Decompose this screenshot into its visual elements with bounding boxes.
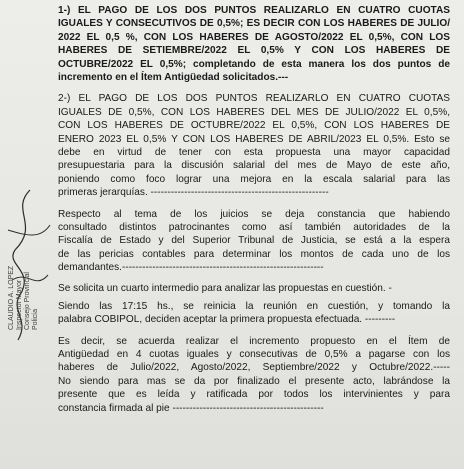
text-line: primeras jerarquías. ----------------------------------------------------- [58, 187, 329, 199]
text-line: HABERES DE SETIEMBRE/2022 EL 0,5% Y CON LOS HABERES DE [58, 45, 450, 57]
document-body [58, 4, 450, 423]
text-line: 2-) EL PAGO DE LOS DOS PUNTOS REALIZARLO EN CUATRO CUOTAS [58, 93, 450, 105]
text-line: poniendo como foco lograr una mejora en la escala salarial para las [58, 173, 450, 185]
text-line: consultado distintos patrocinantes como así también autoridades de la [58, 221, 450, 233]
text-line: Antigüedad en 4 cuotas iguales y consecutivas de 0,5% a pagarse con los [58, 349, 450, 361]
paragraph-p1 [58, 4, 450, 84]
text-line: presupuestaria para la discusión salarial del mes de Mayo de este año, [58, 160, 450, 172]
text-line: IGUALES Y CONSECUTIVOS DE 0,5%; ES DECIR CON LOS HABERES DE JULIO/ [58, 18, 450, 30]
text-line: IGUALES DE 0,5%, CON LOS HABERES DEL MES DE JULIO/2022 EL 0,5%, [58, 106, 450, 118]
text-line: Fiscalía de Estado y del Superior Tribunal de Justicia, se está a la espera [58, 235, 450, 247]
paragraph-p5 [58, 300, 450, 327]
text-line: debe en virtud de tener con esta propuesta una mayor capacidad [58, 146, 450, 158]
paragraph-p3 [58, 208, 450, 275]
text-line: OCTUBRE/2022 EL 0,5%; completando de esta manera los dos puntos de [58, 58, 450, 70]
text-line: presente que es leída y ratificada por todos los intervinientes y para [58, 389, 450, 401]
text-line: Respecto al tema de los juicios se deja constancia que habiendo [58, 208, 450, 220]
paragraph-p2 [58, 92, 450, 199]
text-line: de las pericias contables para determinar los montos de cada uno de los [58, 248, 450, 260]
stamp-line: Consejo Provincial [24, 272, 31, 330]
text-line: Es decir, se acuerda realizar el incremento propuesto en el Ítem de [58, 335, 450, 347]
text-line: incremento en el Ítem Antigüedad solicitados.--- [58, 71, 289, 83]
text-line: CON LOS HABERES DE OCTUBRE/2022 EL 0,5%, CON LOS HABERES DE [58, 120, 450, 132]
text-line: Se solicita un cuarto intermedio para analizar las propuestas en cuestión. - [58, 283, 392, 295]
text-line: demandantes.------------------------------------------------------------ [58, 262, 324, 274]
official-stamp [8, 266, 40, 330]
stamp-line: Inspector Mayor [16, 279, 23, 330]
text-line: palabra COBIPOL, deciden aceptar la primera propuesta efectuada. --------- [58, 314, 396, 326]
paragraph-p6 [58, 335, 450, 415]
paragraph-p4 [58, 282, 450, 295]
text-line: 1-) EL PAGO DE LOS DOS PUNTOS REALIZARLO EN CUATRO CUOTAS [58, 5, 450, 16]
text-line: 2022 EL 0,5 %, CON LOS HABERES DE AGOSTO/2022 EL 0,5%, CON LOS [58, 31, 450, 43]
text-line: haberes de Julio/2022, Agosto/2022, Septiembre/2022 y Octubre/2022.----- [58, 362, 450, 374]
text-line: No siendo para mas se da por finalizado el presente acto, labrándose la [58, 375, 450, 387]
stamp-line: CLAUDIO A. LOPEZ [8, 265, 15, 330]
text-line: Siendo las 17:15 hs., se reinicia la reunión en cuestión, y tomando la [58, 300, 450, 312]
text-line: constancia firmada al pie --------------------------------------------- [58, 402, 324, 414]
text-line: ENERO 2023 EL 0,5% Y CON LOS HABERES DE ABRIL/2023 EL 0,5%. Esto se [58, 133, 450, 145]
stamp-line: Policía [32, 308, 39, 330]
